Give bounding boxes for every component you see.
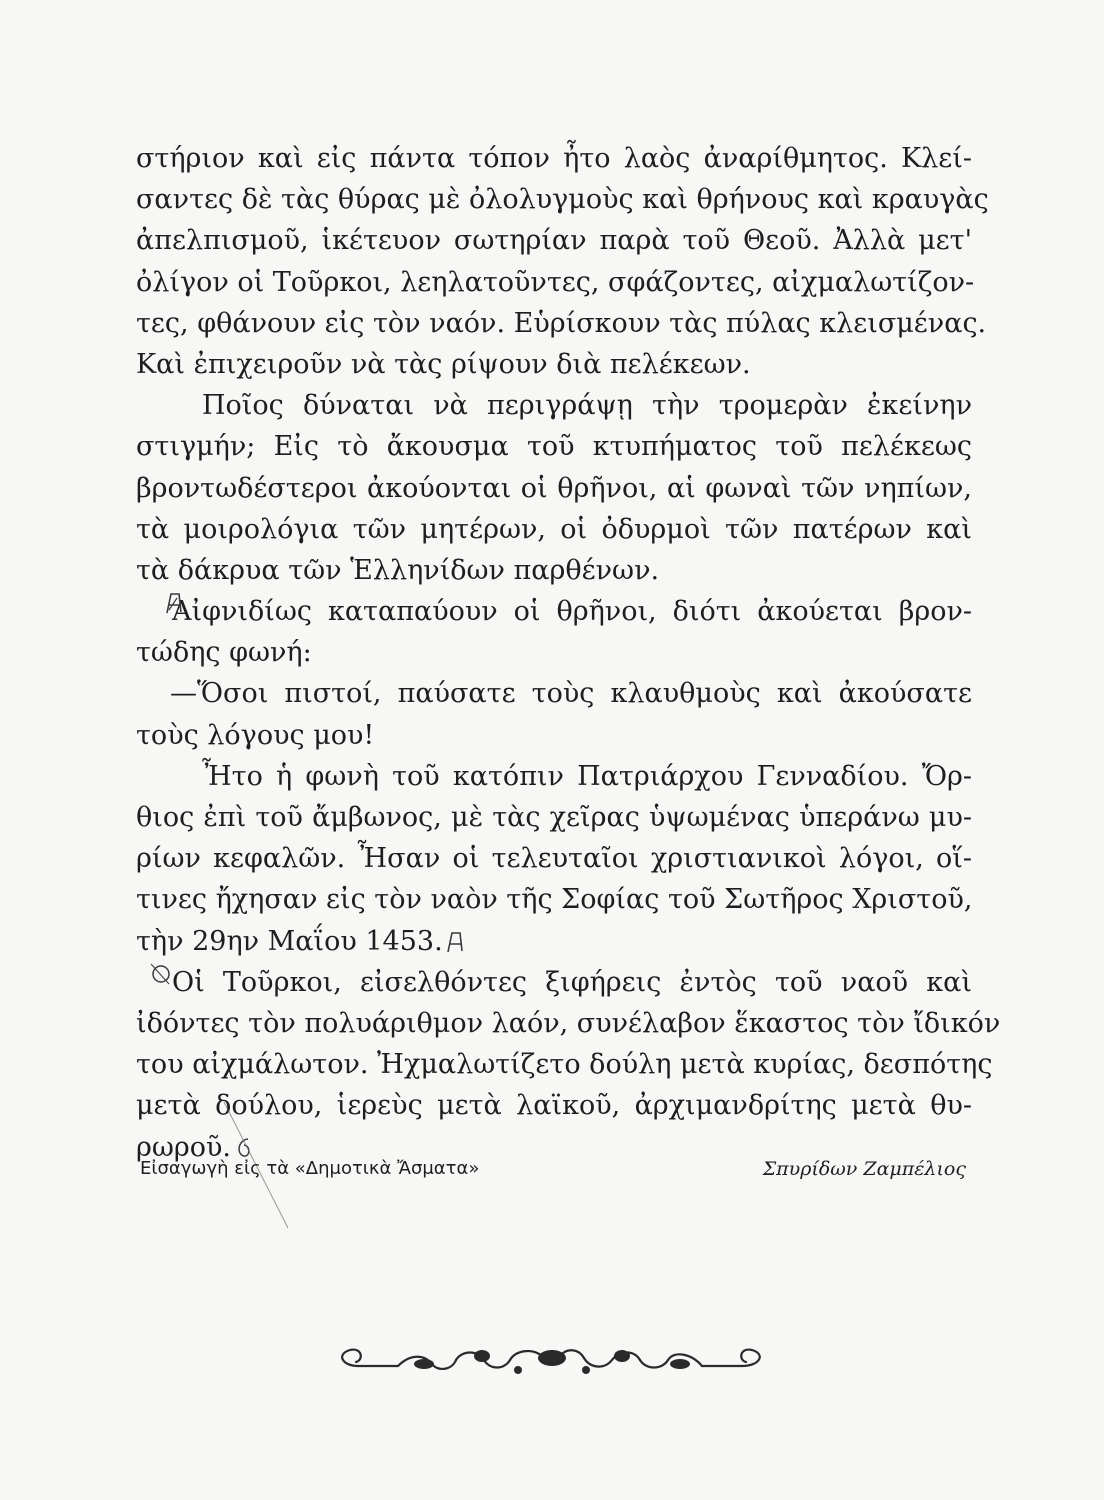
text-line bbox=[136, 591, 972, 632]
text-segment: ρωροῦ. bbox=[136, 1131, 232, 1163]
source-author: Σπυρίδων Ζαμπέλιος bbox=[762, 1158, 966, 1180]
text-line bbox=[136, 921, 972, 962]
handwritten-bracket-icon bbox=[163, 591, 185, 615]
text-line: τες, φθάνουν εἰς τὸν ναόν. Εὑρίσκουν τὰς πύλας κλεισμένας. bbox=[136, 307, 987, 339]
source-title: Εἰσαγωγὴ εἰς τὰ «Δημοτικὰ Ἄσματα» bbox=[140, 1158, 480, 1179]
text-line: τὰ μοιρολόγια τῶν μητέρων, οἱ ὀδυρμοὶ τῶν πατέρων καὶ bbox=[136, 513, 972, 545]
text-line: θιος ἐπὶ τοῦ ἄμβωνος, μὲ τὰς χεῖρας ὑψωμένας ὑπεράνω μυ- bbox=[136, 802, 972, 833]
text-line: σαντες δὲ τὰς θύρας μὲ ὀλολυγμοὺς καὶ θρήνους καὶ κραυγὰς bbox=[136, 184, 989, 216]
text-line: τινες ἤχησαν εἰς τὸν ναὸν τῆς Σοφίας τοῦ Σωτῆρος Χριστοῦ, bbox=[136, 884, 973, 916]
text-line: Ποῖος δύναται νὰ περιγράψῃ τὴν τρομερὰν ἐκείνην bbox=[202, 390, 972, 422]
text-line: στήριον καὶ εἰς πάντα τόπον ἦτο λαὸς ἀναρίθμητος. Κλεί- bbox=[136, 143, 972, 174]
text-line: —Ὅσοι πιστοί, παύσατε τοὺς κλαυθμοὺς καὶ ἀκούσατε bbox=[170, 678, 972, 710]
handwritten-circle-mark-icon bbox=[149, 962, 171, 986]
text-line: μετὰ δούλου, ἱερεὺς μετὰ λαϊκοῦ, ἀρχιμανδρίτης μετὰ θυ- bbox=[136, 1090, 972, 1122]
text-line bbox=[136, 962, 972, 1003]
text-line: ρίων κεφαλῶν. Ἦσαν οἱ τελευταῖοι χριστιανικοὶ λόγοι, οἵ- bbox=[136, 843, 972, 875]
text-line: του αἰχμάλωτον. Ἠχμαλωτίζετο δούλη μετὰ κυρίας, δεσπότης bbox=[136, 1049, 993, 1081]
text-line: τώδης φωνή: bbox=[136, 637, 312, 669]
handwritten-bracket-icon bbox=[444, 930, 466, 954]
text-line: ἰδόντες τὸν πολυάριθμον λαόν, συνέλαβον ἕκαστος τὸν ἴδικόν bbox=[136, 1007, 1001, 1039]
body-text bbox=[136, 138, 1001, 1168]
text-line: ἀπελπισμοῦ, ἱκέτευον σωτηρίαν παρὰ τοῦ Θεοῦ. Ἀλλὰ μετ' bbox=[136, 225, 972, 257]
source-citation bbox=[140, 1152, 966, 1186]
text-line: ὀλίγον οἱ Τοῦρκοι, λεηλατοῦντες, σφάζοντες, αἰχμαλωτίζον- bbox=[136, 266, 975, 298]
text-segment: Αἰφνιδίως καταπαύουν οἱ θρῆνοι, διότι ἀκούεται βρον- bbox=[172, 596, 972, 628]
text-segment: Οἱ Τοῦρκοι, εἰσελθόντες ξιφήρεις ἐντὸς τοῦ ναοῦ καὶ bbox=[172, 966, 972, 998]
text-line: βροντωδέστεροι ἀκούονται οἱ θρῆνοι, αἱ φωναὶ τῶν νηπίων, bbox=[136, 472, 972, 504]
text-line: στιγμήν; Εἰς τὸ ἄκουσμα τοῦ κτυπήματος τοῦ πελέκεως bbox=[136, 431, 972, 463]
text-line: τὰ δάκρυα τῶν Ἑλληνίδων παρθένων. bbox=[136, 554, 660, 586]
text-line: τοὺς λόγους μου! bbox=[136, 719, 375, 751]
text-line: Ἦτο ἡ φωνὴ τοῦ κατόπιν Πατριάρχου Γενναδίου. Ὄρ- bbox=[202, 760, 972, 792]
floral-scroll-ornament-icon bbox=[328, 1336, 776, 1384]
text-line: Καὶ ἐπιχειροῦν νὰ τὰς ρίψουν διὰ πελέκεων. bbox=[136, 348, 751, 380]
text-segment: τὴν 29ην Μαΐου 1453. bbox=[136, 925, 443, 957]
